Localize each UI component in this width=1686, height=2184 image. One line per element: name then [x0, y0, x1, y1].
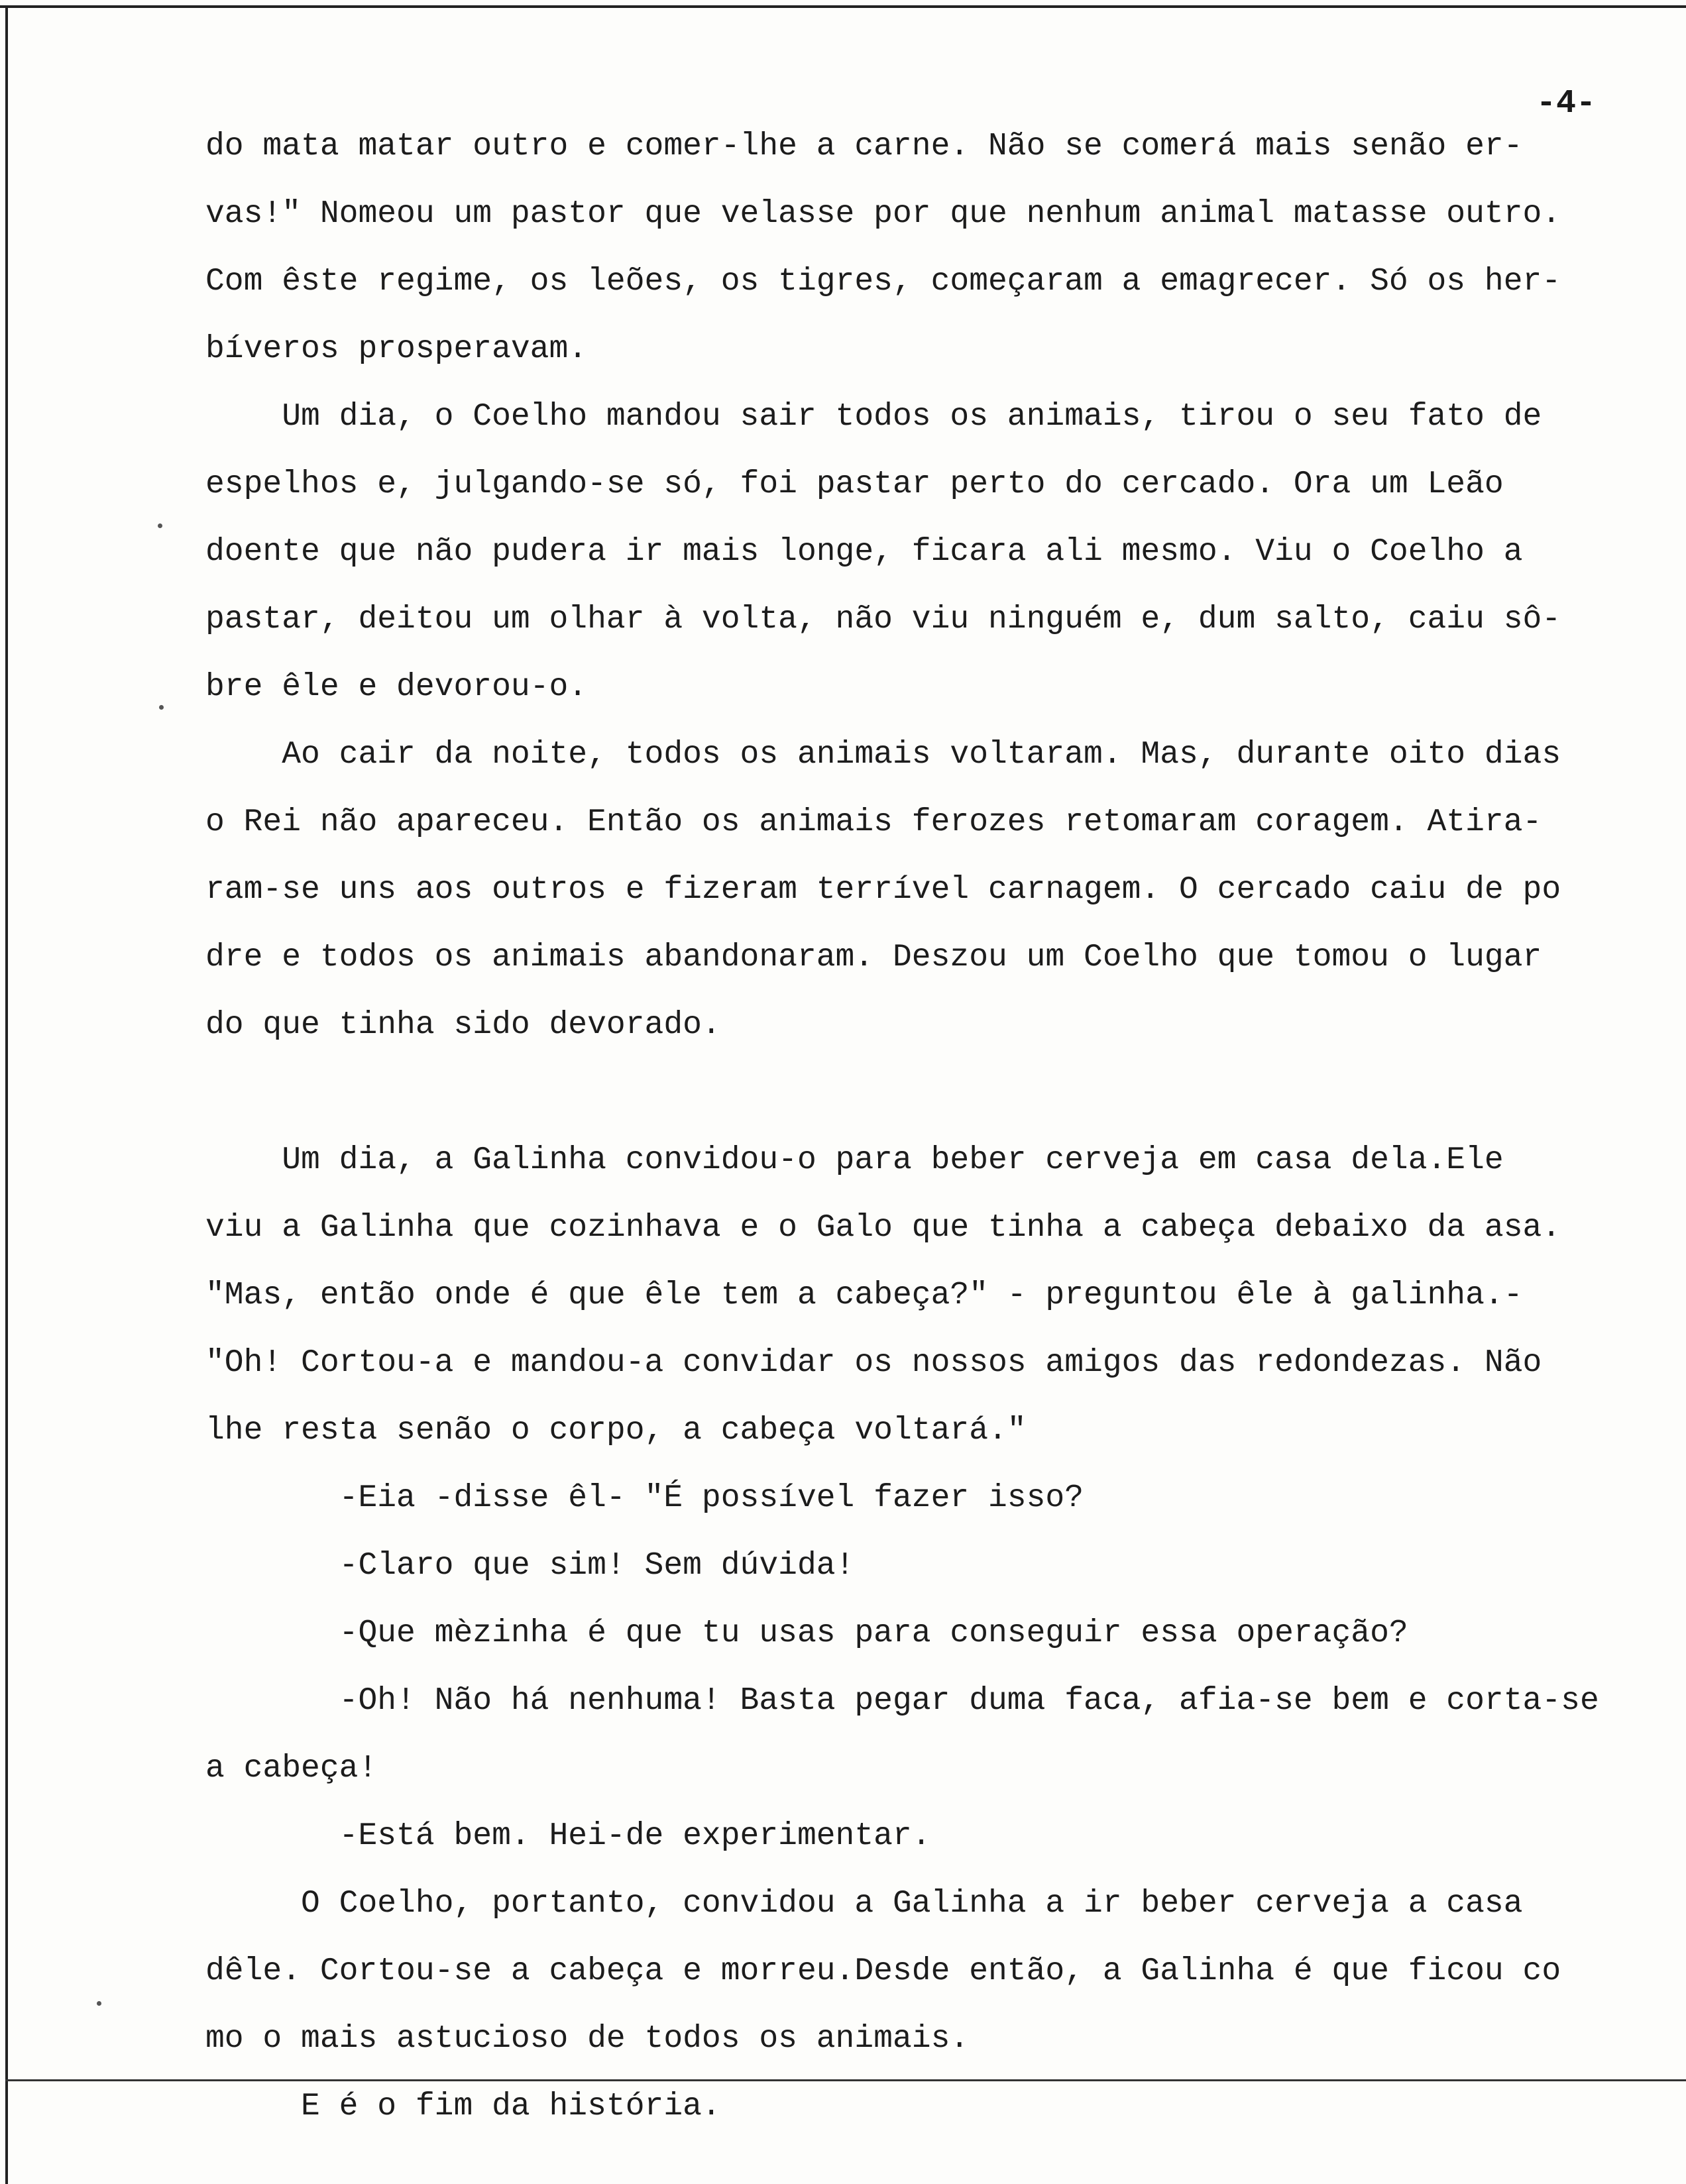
page-edge-top [0, 5, 1686, 8]
text-line: "Oh! Cortou-a e mandou-a convidar os nossos amigos das redondezas. Não [205, 1345, 1542, 1381]
scan-speck [159, 705, 164, 710]
text-line: Ao cair da noite, todos os animais voltaram. Mas, durante oito dias [205, 737, 1561, 773]
text-line: espelhos e, julgando-se só, foi pastar perto do cercado. Ora um Leão [205, 466, 1504, 502]
text-line: -Que mèzinha é que tu usas para conseguir essa operação? [205, 1615, 1408, 1651]
scan-speck [97, 2001, 101, 2006]
text-line: viu a Galinha que cozinhava e o Galo que tinha a cabeça debaixo da asa. [205, 1210, 1561, 1246]
text-line: O Coelho, portanto, convidou a Galinha a ir beber cerveja a casa [205, 1886, 1523, 1922]
page-number: -4- [1536, 85, 1597, 123]
text-line: Um dia, o Coelho mandou sair todos os animais, tirou o seu fato de [205, 399, 1542, 435]
text-line: mo o mais astucioso de todos os animais. [205, 2021, 970, 2057]
text-line: vas!" Nomeou um pastor que velasse por que nenhum animal matasse outro. [205, 196, 1561, 232]
text-line: Com êste regime, os leões, os tigres, começaram a emagrecer. Só os her- [205, 264, 1561, 300]
text-line: "Mas, então onde é que êle tem a cabeça?" - preguntou êle à galinha.- [205, 1278, 1523, 1313]
text-line: -Oh! Não há nenhuma! Basta pegar duma faca, afia-se bem e corta-se [205, 1683, 1599, 1719]
text-line: -Claro que sim! Sem dúvida! [205, 1548, 855, 1584]
text-line: Um dia, a Galinha convidou-o para beber cerveja em casa dela.Ele [205, 1142, 1504, 1178]
scan-speck [158, 523, 162, 528]
text-line: E é o fim da história. [205, 2089, 721, 2124]
page-edge-left [5, 5, 8, 2184]
text-line: lhe resta senão o corpo, a cabeça voltará." [205, 1413, 1027, 1448]
text-line: -Eia -disse êl- "É possível fazer isso? [205, 1480, 1084, 1516]
text-line: do mata matar outro e comer-lhe a carne. Não se comerá mais senão er- [205, 129, 1523, 164]
typewritten-text [205, 113, 1663, 2140]
text-line: -Está bem. Hei-de experimentar. [205, 1818, 931, 1854]
text-line: doente que não pudera ir mais longe, ficara ali mesmo. Viu o Coelho a [205, 534, 1523, 570]
text-line: ram-se uns aos outros e fizeram terrível carnagem. O cercado caiu de po [205, 872, 1561, 908]
text-line: dre e todos os animais abandonaram. Deszou um Coelho que tomou o lugar [205, 940, 1542, 975]
text-line: pastar, deitou um olhar à volta, não viu ninguém e, dum salto, caiu sô- [205, 602, 1561, 637]
blank-line [205, 1059, 1663, 1126]
text-line: do que tinha sido devorado. [205, 1007, 721, 1043]
text-line: bre êle e devorou-o. [205, 669, 588, 705]
text-line: dêle. Cortou-se a cabeça e morreu.Desde então, a Galinha é que ficou co [205, 1953, 1561, 1989]
text-line: bíveros prosperavam. [205, 331, 588, 367]
text-line: a cabeça! [205, 1751, 378, 1786]
text-line: o Rei não apareceu. Então os animais ferozes retomaram coragem. Atira- [205, 804, 1542, 840]
